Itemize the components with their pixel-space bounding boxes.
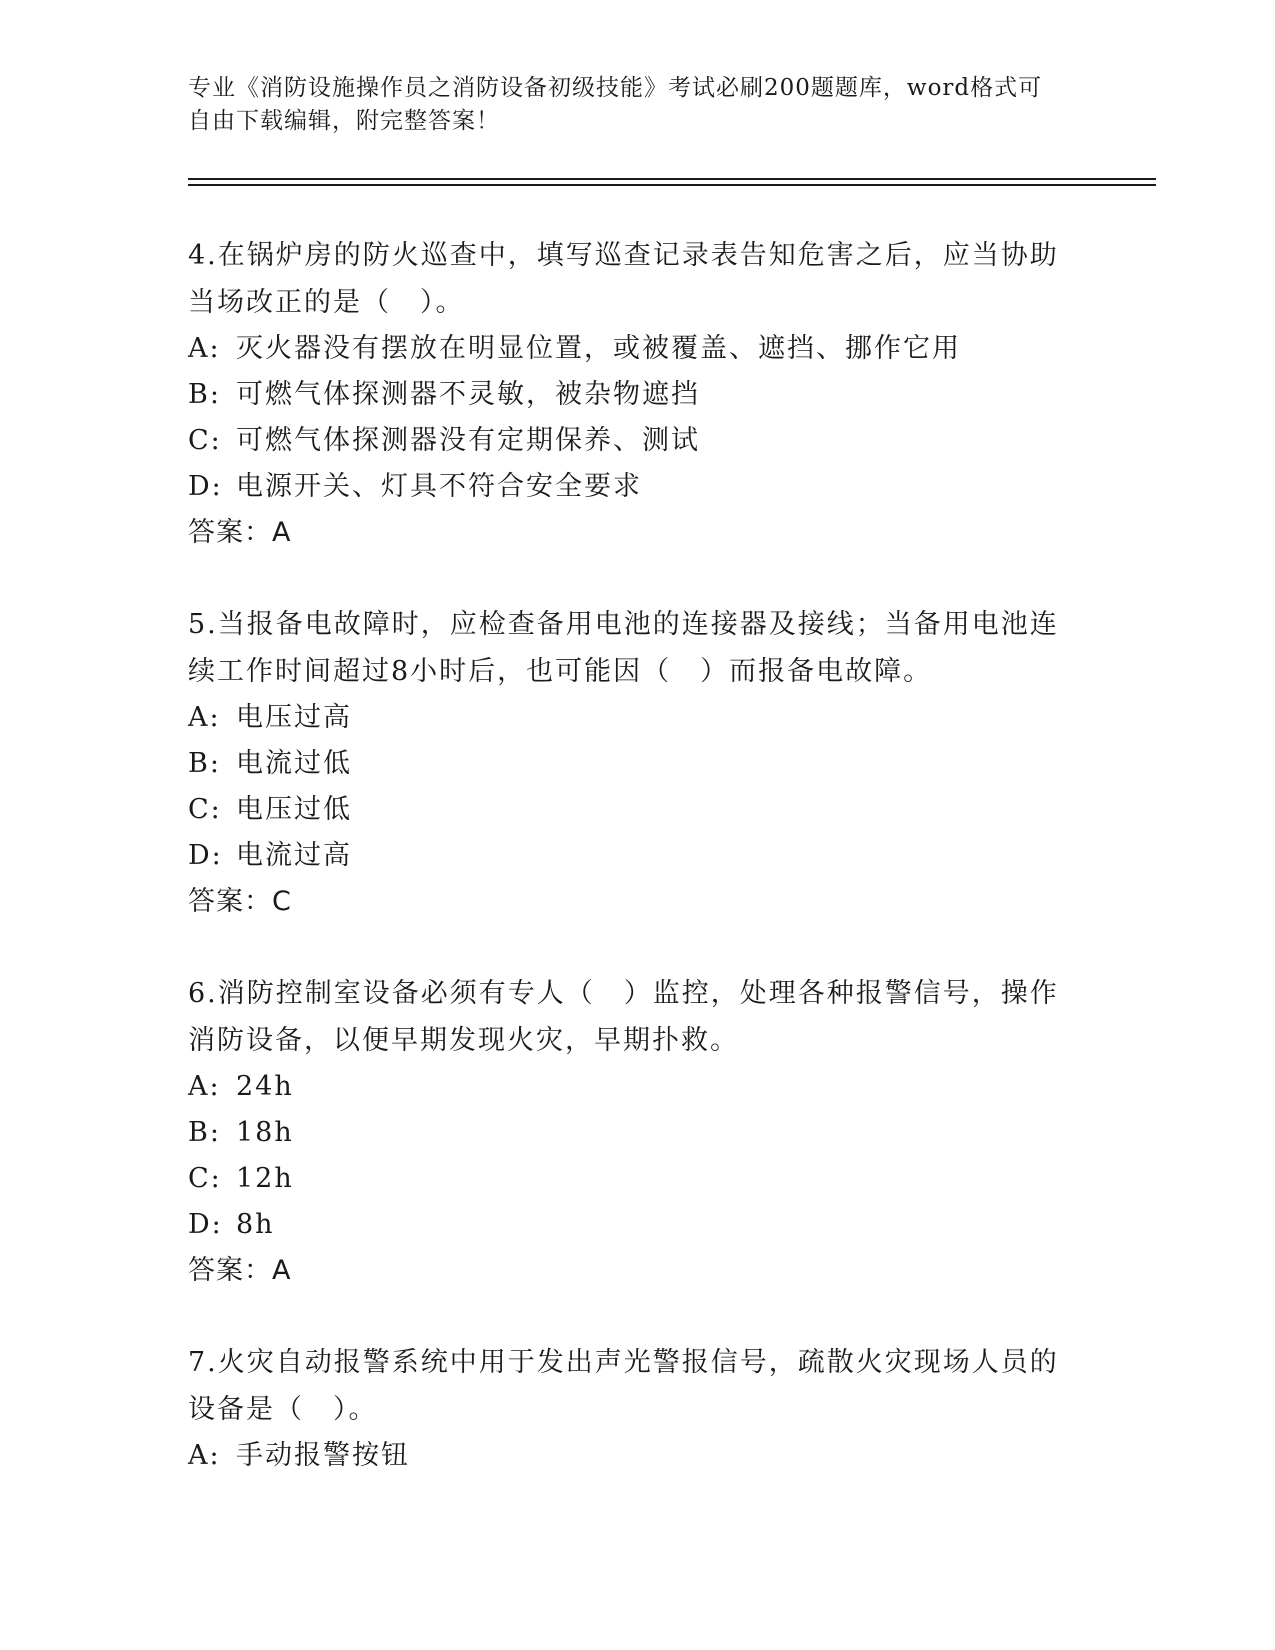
answer-line: 答案：C xyxy=(188,886,292,917)
option-text: 8h xyxy=(236,1209,275,1240)
question-stem xyxy=(188,232,1068,326)
option-key: A: xyxy=(188,1440,221,1471)
option-a xyxy=(188,326,1068,372)
option-text: 电压过低 xyxy=(236,794,352,825)
option-c xyxy=(188,787,1068,833)
option-key: A: xyxy=(188,702,221,733)
option-list xyxy=(188,1433,1068,1479)
question-stem xyxy=(188,1339,1068,1433)
option-text: 电压过高 xyxy=(236,702,352,733)
question-stem xyxy=(188,601,1068,695)
header-divider-bottom xyxy=(188,184,1156,186)
question-6 xyxy=(188,970,1068,1294)
option-text: 24h xyxy=(236,1071,294,1102)
option-text: 手动报警按钮 xyxy=(236,1440,410,1471)
header-line-2: 自由下载编辑，附完整答案！ xyxy=(188,108,500,134)
option-key: A: xyxy=(188,333,221,364)
option-text: 12h xyxy=(236,1163,294,1194)
option-key: C: xyxy=(188,794,222,825)
option-b xyxy=(188,372,1068,418)
question-7 xyxy=(188,1339,1068,1479)
question-stem-line-2: 当场改正的是（ ）。 xyxy=(188,287,465,318)
option-key: A: xyxy=(188,1071,221,1102)
question-stem-line-1: 5.当报备电故障时，应检查备用电池的连接器及接线；当备用电池连 xyxy=(188,609,1059,640)
option-b xyxy=(188,1110,1068,1156)
option-key: C: xyxy=(188,1163,222,1194)
option-text: 可燃气体探测器不灵敏，被杂物遮挡 xyxy=(236,379,700,410)
question-stem-line-1: 7.火灾自动报警系统中用于发出声光警报信号，疏散火灾现场人员的 xyxy=(188,1347,1059,1378)
header-line-1: 专业《消防设施操作员之消防设备初级技能》考试必刷200题题库，word格式可 xyxy=(188,75,1043,101)
option-text: 电流过高 xyxy=(236,840,352,871)
question-4 xyxy=(188,232,1068,556)
option-key: C: xyxy=(188,425,222,456)
option-list xyxy=(188,326,1068,510)
question-stem-line-1: 6.消防控制室设备必须有专人（ ）监控，处理各种报警信号，操作 xyxy=(188,978,1059,1009)
question-stem-line-2: 续工作时间超过8小时后，也可能因（ ）而报备电故障。 xyxy=(188,656,933,687)
option-d xyxy=(188,1202,1068,1248)
question-list xyxy=(188,232,1068,1524)
option-list xyxy=(188,1064,1068,1248)
question-stem-line-1: 4.在锅炉房的防火巡查中，填写巡查记录表告知危害之后，应当协助 xyxy=(188,240,1059,271)
option-d xyxy=(188,833,1068,879)
option-a xyxy=(188,1064,1068,1110)
option-text: 可燃气体探测器没有定期保养、测试 xyxy=(236,425,700,456)
option-text: 18h xyxy=(236,1117,294,1148)
question-stem xyxy=(188,970,1068,1064)
answer-line: 答案：A xyxy=(188,517,292,548)
option-a xyxy=(188,1433,1068,1479)
option-key: B: xyxy=(188,748,221,779)
option-key: D: xyxy=(188,1209,223,1240)
option-list xyxy=(188,695,1068,879)
option-d xyxy=(188,464,1068,510)
option-c xyxy=(188,418,1068,464)
option-b xyxy=(188,741,1068,787)
option-key: B: xyxy=(188,1117,221,1148)
question-stem-line-2: 消防设备，以便早期发现火灾，早期扑救。 xyxy=(188,1025,739,1056)
option-text: 电流过低 xyxy=(236,748,352,779)
option-c xyxy=(188,1156,1068,1202)
header-divider-top xyxy=(188,178,1156,180)
option-a xyxy=(188,695,1068,741)
option-text: 灭火器没有摆放在明显位置，或被覆盖、遮挡、挪作它用 xyxy=(236,333,961,364)
option-key: D: xyxy=(188,471,223,502)
option-key: B: xyxy=(188,379,221,410)
option-key: D: xyxy=(188,840,223,871)
question-stem-line-2: 设备是（ ）。 xyxy=(188,1394,378,1425)
option-text: 电源开关、灯具不符合安全要求 xyxy=(236,471,642,502)
question-5 xyxy=(188,601,1068,925)
answer-line: 答案：A xyxy=(188,1255,292,1286)
document-header xyxy=(188,72,1068,138)
